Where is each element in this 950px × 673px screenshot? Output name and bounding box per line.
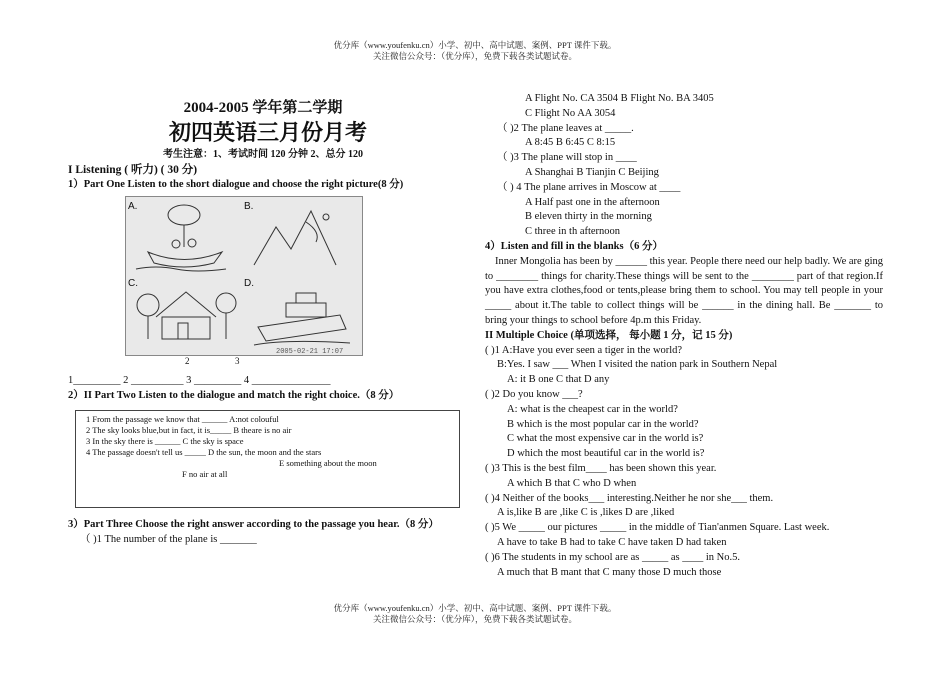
exam-title: 初四英语三月份月考 [168,120,367,145]
match-item: 3 In the sky there is ______ C the sky is space [86,435,244,446]
mc-question-line: A which B that C who D when [507,477,637,489]
listening-pictures [125,196,363,356]
match-item: E something about the moon [279,457,377,468]
picture-label-b: B. [244,201,254,213]
header-line-2: 关注微信公众号：（优分库），免费下载各类试题试卷。 [372,51,577,61]
mc-question-stem: ( )4 Neither of the books___ interesting.Neither he nor she___ them. [485,492,774,504]
exam-notice: 考生注意：1、考试时间 120 分钟 2、总分 120 [163,149,363,160]
header-line-1: 优分库（www.youfenku.cn）小学、初中、高中试题、案例、PPT 课件下载。 [333,40,617,50]
mc-question-line: B:Yes. I saw ___ When I visited the nation park in Southern Nepal [497,359,778,371]
q2-options: A 8:45 B 6:45 C 8:15 [525,137,616,149]
boat-picture [136,205,226,271]
match-item: 4 The passage doesn't tell us _____ D the sun, the moon and the stars [86,446,322,457]
part3-question-1: （ )1 The number of the plane is _______ [80,533,257,545]
q1-option-line: C Flight No AA 3054 [525,107,616,119]
part1-heading: 1）Part One Listen to the short dialogue and choose the right picture(8 分) [68,178,404,190]
match-box [75,410,460,508]
mc-question-line: D which the most beautiful car in the world is? [507,448,705,460]
picture-label-a: A. [128,201,138,213]
match-item: F no air at all [182,468,228,479]
part3-question-3: （ )3 The plane will stop in ____ [497,152,637,164]
match-item: 1 From the passage we know that ______ A:not colouful [86,413,279,424]
part3-question-4: （ ) 4 The plane arrives in Moscow at ____ [497,181,681,193]
ship-picture [254,293,350,345]
mc-question-stem: ( )6 The students in my school are as _____ as ____ in No.5. [485,551,740,563]
mc-question-line: A is,like B are ,like C is ,likes D are ,liked [497,507,675,519]
mc-question-stem: ( )2 Do you know ___? [485,388,583,400]
part3-heading: 3）Part Three Choose the right answer according to the passage you hear.（8 分） [68,518,439,530]
right-column [485,92,883,580]
mc-question-line: A: what is the cheapest car in the world? [507,403,678,415]
mc-question-stem: ( )3 This is the best film____ has been shown this year. [485,462,717,474]
picture-blanks: 1_________ 2 __________ 3 _________ 4 _______________ [68,375,331,387]
q3-options: A Shanghai B Tianjin C Beijing [525,166,659,178]
q4-option-line: C three in th afternoon [525,226,621,238]
footer-line-1: 优分库（www.youfenku.cn）小学、初中、高中试题、案例、PPT 课件下载。 [333,603,617,613]
multiple-choice-heading: II Multiple Choice (单项选择， 每小题 1 分，记 15 分) [485,329,733,341]
picture-label-c: C. [128,278,138,290]
q4-option-line: A Half past one in the afternoon [525,196,660,208]
picture-drawings [126,197,362,355]
q1-option-line: A Flight No. CA 3504 B Flight No. BA 3405 [525,93,714,104]
mc-question-line: B which is the most popular car in the world? [507,418,699,430]
mc-question-stem: ( )5 We _____ our pictures _____ in the middle of Tian'anmen Square. Last week. [485,522,830,534]
picture-label-d: D. [244,278,254,290]
mc-question-line: A have to take B had to take C have taken D had taken [497,536,727,548]
picture-numbers [125,356,425,366]
picture-number-2: 2 [185,356,190,367]
picture-number-3: 3 [235,356,240,367]
match-item: 2 The sky looks blue,but in fact, it is_____ B theare is no air [86,424,292,435]
part4-passage: Inner Mongolia has been by ______ this year. People there need our help badly. We are ging to ________ things for charity.These things will be sent to the ________ part of that region.If you have extra clothes,food or tents,please bring them to school. You may tell people in your _____ about it.The table to collect things will be ______ in the dining hall. Be _______ to bring your things to school before 4p.m this Friday. [485,255,883,326]
exam-year: 2004-2005 学年第二学期 [183,100,343,116]
part4-heading: 4）Listen and fill in the blanks（6 分） [485,240,663,252]
house-picture [137,292,236,339]
mc-question-stem: ( )1 A:Have you ever seen a tiger in the world? [485,344,683,356]
part3-question-2: （ )2 The plane leaves at _____. [497,122,634,134]
mc-question-line: C what the most expensive car in the world is? [507,433,704,445]
mc-question-line: A: it B one C that D any [507,374,610,386]
q4-option-line: B eleven thirty in the morning [525,211,652,223]
listening-heading: I Listening ( 听力) ( 30 分) [68,163,198,176]
left-column [68,92,468,548]
part2-heading: 2）II Part Two Listen to the dialogue and match the right choice.（8 分） [68,390,400,402]
picture-stamp: 2005-02-21 17:07 [276,348,344,356]
footer-line-2: 关注微信公众号：（优分库），免费下载各类试题试卷。 [372,614,577,624]
mountains-picture [254,211,336,265]
page-header [0,40,950,62]
mc-question-line: A much that B mant that C many those D much those [497,566,722,578]
page-footer [0,603,950,625]
